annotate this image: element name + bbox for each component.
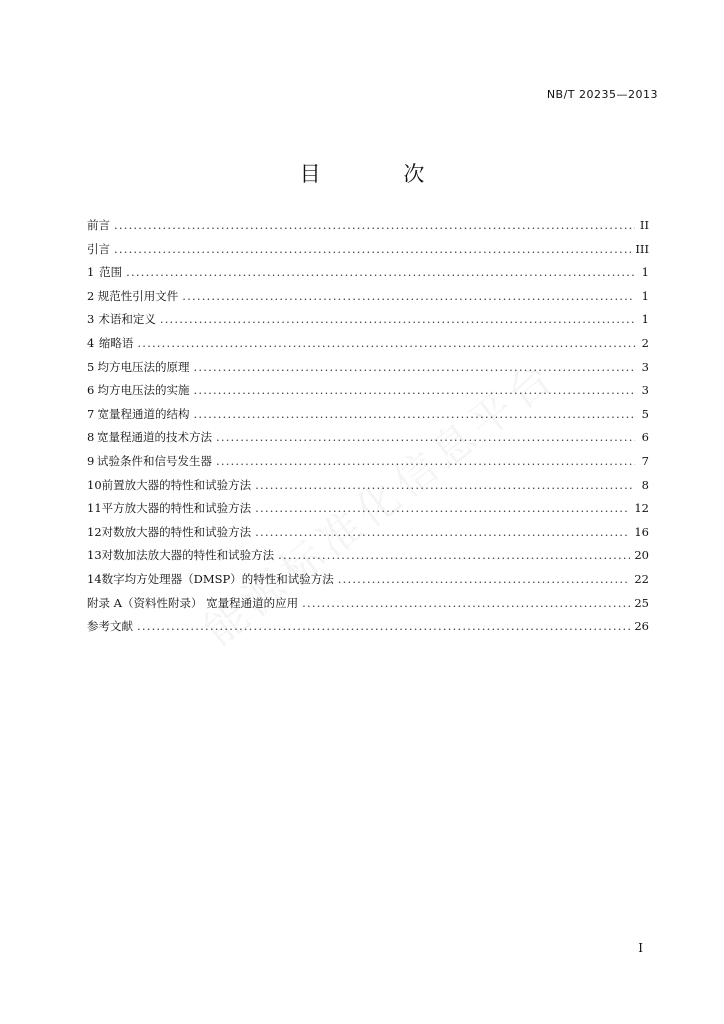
toc-entry-label: 范围 — [99, 265, 123, 280]
toc-entry-page: 20 — [634, 548, 649, 563]
toc-entry-number: 14 — [87, 571, 102, 586]
toc-entry-page: 3 — [641, 359, 649, 374]
toc-leader-dots — [137, 336, 635, 350]
toc-leader-dots — [194, 407, 635, 421]
toc-entry-number: 9 — [87, 453, 95, 468]
toc-entry-number: 12 — [87, 524, 102, 539]
toc-entry-page: III — [635, 241, 649, 256]
toc-entry-foreword[interactable] — [87, 217, 649, 241]
toc-entry-label: 引言 — [87, 241, 110, 256]
toc-entry-label: 术语和定义 — [98, 312, 156, 327]
toc-entry-page: 1 — [641, 288, 649, 303]
toc-entry-section-14[interactable] — [87, 571, 649, 595]
toc-leader-dots — [338, 572, 631, 586]
toc-entry-section-6[interactable] — [87, 382, 649, 406]
toc-entry-appendix-a[interactable] — [87, 595, 649, 619]
toc-entry-number: 13 — [87, 548, 102, 563]
toc-leader-dots — [302, 596, 630, 610]
table-of-contents — [87, 217, 649, 642]
toc-entry-number: 10 — [87, 477, 102, 492]
toc-leader-dots — [114, 242, 631, 256]
toc-entry-page: 3 — [641, 383, 649, 398]
toc-entry-label: 前置放大器的特性和试验方法 — [101, 477, 252, 492]
toc-entry-number: 5 — [87, 359, 95, 374]
toc-entry-page: 5 — [641, 406, 649, 421]
toc-entry-label: 缩略语 — [98, 335, 134, 350]
toc-entry-number: 6 — [87, 383, 95, 398]
toc-entry-label: 数字均方处理器（DMSP）的特性和试验方法 — [101, 571, 334, 586]
toc-entry-label: 参考文献 — [87, 619, 133, 634]
toc-entry-section-7[interactable] — [87, 406, 649, 430]
toc-entry-page: 1 — [641, 265, 649, 280]
toc-leader-dots — [160, 312, 635, 326]
toc-entry-page: 2 — [641, 335, 649, 350]
toc-entry-label: 平方放大器的特性和试验方法 — [101, 501, 252, 516]
toc-entry-label: 宽量程通道的结构 — [97, 406, 190, 421]
toc-entry-page: 22 — [634, 571, 649, 586]
toc-entry-number: 3 — [87, 312, 95, 327]
toc-entry-number: 7 — [87, 406, 95, 421]
toc-entry-label: 对数放大器的特性和试验方法 — [101, 524, 252, 539]
toc-leader-dots — [182, 289, 635, 303]
toc-entry-introduction[interactable] — [87, 241, 649, 265]
toc-entry-page: 1 — [641, 312, 649, 327]
toc-entry-section-2[interactable] — [87, 288, 649, 312]
page-number: I — [638, 941, 643, 955]
page-title: 目 次 — [299, 162, 463, 186]
toc-entry-page: 25 — [634, 595, 649, 610]
toc-leader-dots — [194, 383, 635, 397]
toc-entry-label: 均方电压法的实施 — [97, 383, 190, 398]
toc-leader-dots — [194, 360, 635, 374]
toc-entry-label: 前言 — [87, 218, 110, 232]
toc-leader-dots — [126, 265, 635, 279]
toc-entry-section-3[interactable] — [87, 311, 649, 335]
toc-entry-label: 均方电压法的原理 — [97, 359, 190, 374]
toc-entry-page: 16 — [634, 524, 649, 539]
standard-code: NB/T 20235—2013 — [546, 88, 658, 101]
toc-entry-number: 2 — [87, 288, 95, 303]
toc-entry-page: 7 — [641, 453, 649, 468]
toc-entry-bibliography[interactable] — [87, 618, 649, 642]
toc-entry-label: 对数加法放大器的特性和试验方法 — [101, 548, 275, 563]
toc-entry-page: 8 — [641, 477, 649, 492]
toc-leader-dots — [114, 218, 635, 232]
toc-entry-number: 8 — [87, 430, 95, 445]
toc-entry-section-8[interactable] — [87, 429, 649, 453]
toc-entry-number: 1 — [87, 265, 95, 280]
toc-entry-section-4[interactable] — [87, 335, 649, 359]
toc-entry-number: 11 — [87, 501, 102, 516]
toc-entry-page: II — [639, 218, 649, 232]
toc-entry-section-13[interactable] — [87, 547, 649, 571]
toc-entry-section-1[interactable] — [87, 264, 649, 288]
toc-entry-label: 宽量程通道的技术方法 — [97, 430, 212, 445]
toc-entry-label: 规范性引用文件 — [97, 288, 179, 303]
toc-entry-page: 26 — [634, 619, 649, 634]
toc-leader-dots — [255, 501, 630, 515]
toc-entry-label: 试验条件和信号发生器 — [97, 453, 212, 468]
toc-entry-label: 附录 A（资料性附录） 宽量程通道的应用 — [87, 595, 299, 610]
toc-entry-section-5[interactable] — [87, 359, 649, 383]
toc-entry-number: 4 — [87, 335, 95, 350]
toc-entry-page: 6 — [641, 430, 649, 445]
toc-entry-page: 12 — [634, 501, 649, 516]
